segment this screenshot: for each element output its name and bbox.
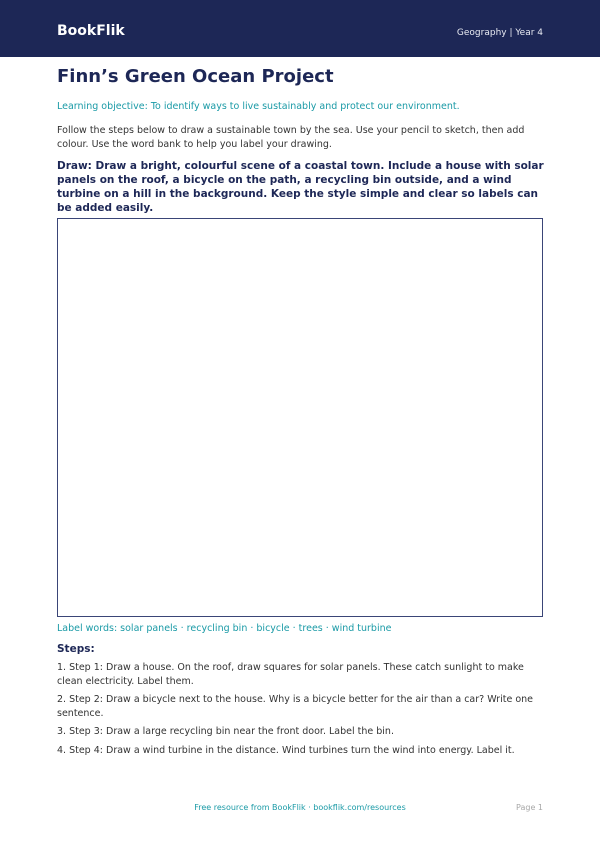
steps-heading: Steps: [57,643,95,655]
steps-list [57,661,547,762]
page-number: Page 1 [516,803,543,812]
step-item: 3. Step 3: Draw a large recycling bin near the front door. Label the bin. [57,726,394,737]
brand-logo-text: BookFlik [57,23,125,39]
step-item: 1. Step 1: Draw a house. On the roof, draw squares for solar panels. These catch sunlight to make clean electricity. Label them. [57,662,524,687]
page-title: Finn’s Green Ocean Project [57,66,334,87]
step-item: 4. Step 4: Draw a wind turbine in the distance. Wind turbines turn the wind into energy. Label it. [57,744,515,756]
intro-text: Follow the steps below to draw a sustainable town by the sea. Use your pencil to sketch, then add colour. Use the word bank to help you label your drawing. [57,125,525,150]
step-item: 2. Step 2: Draw a bicycle next to the house. Why is a bicycle better for the air than a car? Write one sentence. [57,694,533,719]
footer-credit: Free resource from BookFlik · bookflik.com/resources [194,803,406,812]
draw-prompt: Draw: Draw a bright, colourful scene of a coastal town. Include a house with solar panels on the roof, a bicycle on the path, a recycling bin outside, and a wind turbine on a hill in the background. Keep the style simple and clear so labels can be added easily. [57,160,544,214]
drawing-area[interactable] [57,218,543,617]
word-bank: Label words: solar panels · recycling bin · bicycle · trees · wind turbine [57,623,392,634]
page-header [0,0,600,57]
subject-year-label: Geography | Year 4 [456,28,543,38]
learning-objective: Learning objective: To identify ways to live sustainably and protect our environment. [57,101,460,112]
